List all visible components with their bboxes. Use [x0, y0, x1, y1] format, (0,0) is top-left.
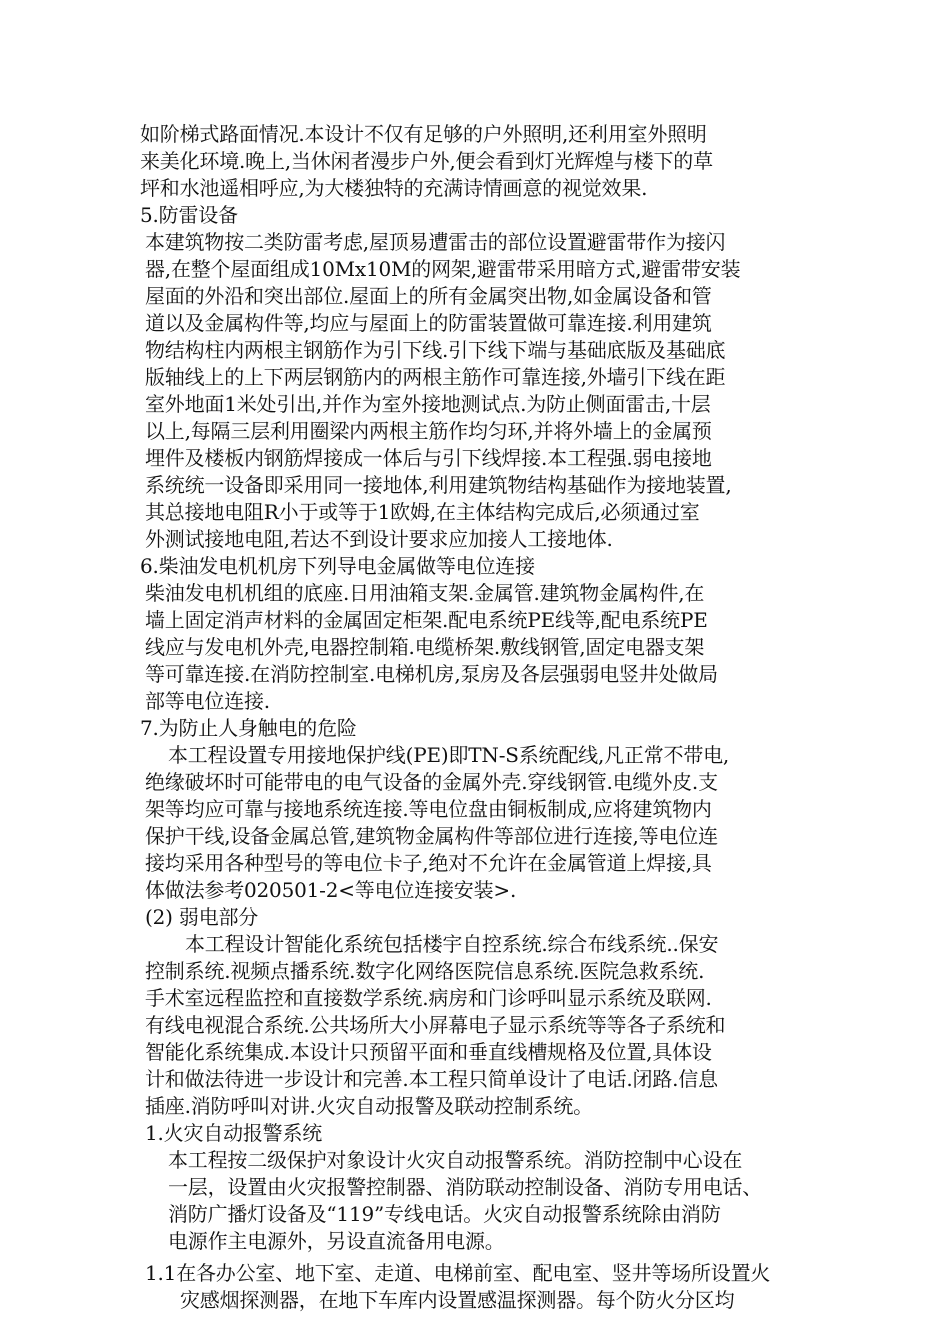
text-line: 柴油发电机机组的底座.日用油箱支架.金属管.建筑物金属构件,在 [145, 581, 705, 605]
text-line: 等可靠连接.在消防控制室.电梯机房,泵房及各层强弱电竖井处做局 [145, 662, 718, 686]
text-line: 坪和水池遥相呼应,为大楼独特的充满诗情画意的视觉效果. [140, 176, 648, 200]
text-line: 屋面的外沿和突出部位.屋面上的所有金属突出物,如金属设备和管 [145, 284, 712, 308]
text-line: 埋件及楼板内钢筋焊接成一体后与引下线焊接.本工程强.弱电接地 [145, 446, 712, 470]
section-heading: (2) 弱电部分 [145, 905, 259, 929]
text-line: 本工程设计智能化系统包括楼宇自控系统.综合布线系统..保安 [185, 932, 719, 956]
text-line: 架等均应可靠与接地系统连接.等电位盘由铜板制成,应将建筑物内 [145, 797, 712, 821]
text-line: 有线电视混合系统.公共场所大小屏幕电子显示系统等等各子系统和 [145, 1013, 726, 1037]
text-line: 接均采用各种型号的等电位卡子,绝对不允许在金属管道上焊接,具 [145, 851, 712, 875]
text-line: 部等电位连接. [145, 689, 270, 713]
text-line: 系统统一设备即采用同一接地体,利用建筑物结构基础作为接地装置, [145, 473, 732, 497]
text-line: 其总接地电阻R小于或等于1欧姆,在主体结构完成后,必须通过室 [145, 500, 700, 524]
text-line: 版轴线上的上下两层钢筋内的两根主筋作可靠连接,外墙引下线在距 [145, 365, 726, 389]
section-heading: 5.防雷设备 [140, 203, 238, 227]
text-line: 本工程按二级保护对象设计火灾自动报警系统。消防控制中心设在 [168, 1148, 743, 1172]
text-line: 器,在整个屋面组成10Mx10M的网架,避雷带采用暗方式,避雷带安装 [145, 257, 741, 281]
text-line: 道以及金属构件等,均应与屋面上的防雷装置做可靠连接.利用建筑 [145, 311, 712, 335]
section-heading: 7.为防止人身触电的危险 [140, 716, 357, 740]
text-line: 1.1在各办公室、地下室、走道、电梯前室、配电室、竖井等场所设置火 [145, 1261, 771, 1285]
text-line: 线应与发电机外壳,电器控制箱.电缆桥架.敷线钢管,固定电器支架 [145, 635, 705, 659]
text-line: 本工程设置专用接地保护线(PE)即TN-S系统配线,凡正常不带电, [168, 743, 730, 767]
text-line: 控制系统.视频点播系统.数字化网络医院信息系统.医院急救系统. [145, 959, 705, 983]
text-line: 外测试接地电阻,若达不到设计要求应加接人工接地体. [145, 527, 613, 551]
text-line: 灾感烟探测器，在地下车库内设置感温探测器。每个防火分区均 [180, 1288, 735, 1312]
text-line: 体做法参考020501-2<等电位连接安装>. [145, 878, 517, 902]
section-heading: 1.火灾自动报警系统 [145, 1121, 323, 1145]
text-line: 消防广播灯设备及“119”专线电话。火灾自动报警系统除由消防 [168, 1202, 721, 1226]
text-line: 墙上固定消声材料的金属固定柜架.配电系统PE线等,配电系统PE [145, 608, 708, 632]
text-line: 一层，设置由火灾报警控制器、消防联动控制设备、消防专用电话、 [168, 1175, 762, 1199]
section-heading: 6.柴油发电机机房下列导电金属做等电位连接 [140, 554, 535, 578]
text-line: 插座.消防呼叫对讲.火灾自动报警及联动控制系统。 [145, 1094, 593, 1118]
text-line: 手术室远程监控和直接数学系统.病房和门诊呼叫显示系统及联网. [145, 986, 712, 1010]
text-line: 本建筑物按二类防雷考虑,屋顶易遭雷击的部位设置避雷带作为接闪 [145, 230, 726, 254]
text-line: 智能化系统集成.本设计只预留平面和垂直线槽规格及位置,具体设 [145, 1040, 712, 1064]
text-line: 物结构柱内两根主钢筋作为引下线.引下线下端与基础底版及基础底 [145, 338, 726, 362]
text-line: 如阶梯式路面情况.本设计不仅有足够的户外照明,还利用室外照明 [140, 122, 707, 146]
text-line: 计和做法待进一步设计和完善.本工程只简单设计了电话.闭路.信息 [145, 1067, 718, 1091]
text-line: 来美化环境.晚上,当休闲者漫步户外,便会看到灯光辉煌与楼下的草 [140, 149, 713, 173]
text-line: 室外地面1米处引出,并作为室外接地测试点.为防止侧面雷击,十层 [145, 392, 711, 416]
text-line: 电源作主电源外，另设直流备用电源。 [168, 1229, 505, 1253]
text-line: 保护干线,设备金属总管,建筑物金属构件等部位进行连接,等电位连 [145, 824, 718, 848]
text-line: 以上,每隔三层利用圈梁内两根主筋作均匀环,并将外墙上的金属预 [145, 419, 712, 443]
text-line: 绝缘破坏时可能带电的电气设备的金属外壳.穿线钢管.电缆外皮.支 [145, 770, 718, 794]
